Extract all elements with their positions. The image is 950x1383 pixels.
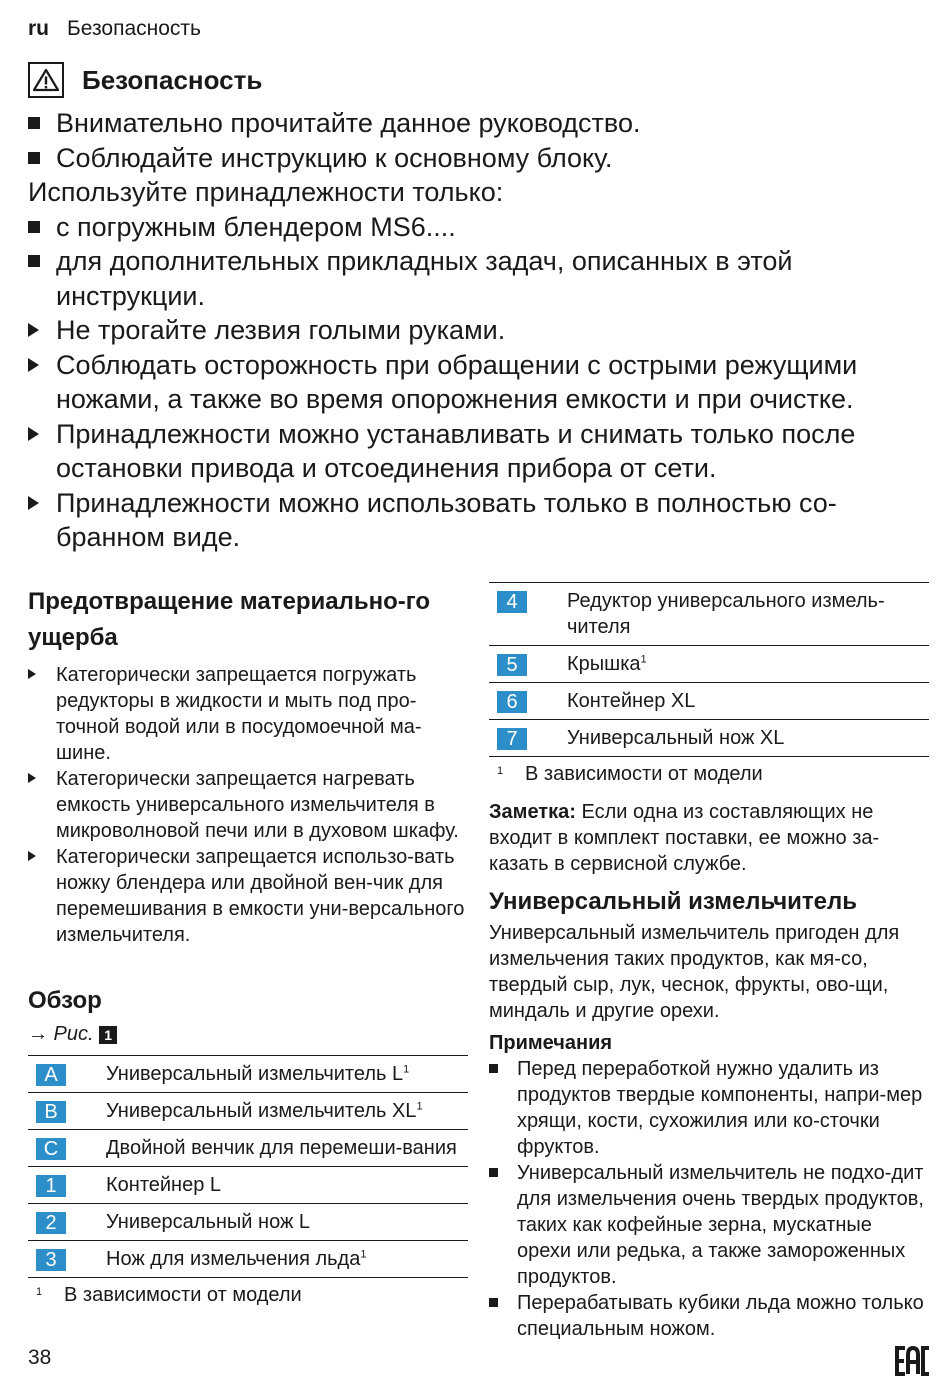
footnote: 1 В зависимости от модели	[36, 1284, 302, 1306]
damage-title: Предотвращение материально-го ущерба	[28, 588, 431, 651]
table-row: 1 Контейнер L	[28, 1167, 468, 1204]
list-item: Универсальный измельчитель не подхо-дит для измельчения очень твердых продуктов, таких как кофейные зерна, мускатные орехи или редька, а также замороженных продуктов.	[489, 1160, 929, 1290]
part-badge: 7	[497, 728, 527, 750]
safety-title: Безопасность	[82, 64, 263, 95]
list-item: Категорически запрещается погружать редукторы в жидкости и мыть под про-точной водой или в посудомоечной ма-шине.	[28, 662, 468, 766]
list-item: Принадлежности можно использовать только в полностью со-бранном виде.	[28, 486, 928, 555]
warning-icon	[28, 62, 64, 98]
table-row: 6 Контейнер XL	[489, 683, 929, 720]
triangle-bullet-icon	[28, 851, 36, 861]
overview-section	[28, 983, 468, 1308]
notes-title: Примечания	[489, 1032, 613, 1054]
triangle-bullet-icon	[28, 669, 36, 679]
footnote: 1 В зависимости от модели	[497, 763, 763, 785]
part-badge: B	[36, 1101, 66, 1123]
square-bullet-icon	[28, 117, 40, 129]
note-label: Заметка:	[489, 801, 576, 823]
list-item: Не трогайте лезвия голыми руками.	[28, 313, 928, 348]
note-paragraph: Заметка: Если одна из составляющих не входит в комплект поставки, ее можно за-казать в сервисной службе.	[489, 801, 880, 875]
table-row: C Двойной венчик для перемеши-вания	[28, 1130, 468, 1167]
table-row: B Универсальный измельчитель $XL^1$	[28, 1093, 468, 1130]
list-item: Соблюдать осторожность при обращении с острыми режущими ножами, а также во время опорожнения емкости и при очистке.	[28, 348, 928, 417]
damage-section	[28, 584, 468, 948]
part-badge: 6	[497, 691, 527, 713]
triangle-bullet-icon	[28, 358, 39, 372]
triangle-bullet-icon	[28, 323, 39, 337]
table-row: A Универсальный измельчитель $L^1$	[28, 1056, 468, 1093]
language-code: ru	[28, 17, 49, 40]
square-bullet-icon	[489, 1298, 498, 1307]
triangle-bullet-icon	[28, 496, 39, 510]
part-badge: 5	[497, 654, 527, 676]
list-item: с погружным блендером MS6....	[28, 210, 928, 245]
part-badge: 3	[36, 1249, 66, 1271]
table-row: 3 Нож для измельчения льда$^1$	[28, 1241, 468, 1278]
overview-continued	[489, 582, 929, 877]
figure-reference: → Рис. 1	[28, 1021, 468, 1047]
square-bullet-icon	[489, 1064, 498, 1073]
overview-title: Обзор	[28, 987, 102, 1014]
list-item: Соблюдайте инструкцию к основному блоку.	[28, 141, 928, 176]
table-row: 2 Универсальный нож L	[28, 1204, 468, 1241]
triangle-bullet-icon	[28, 773, 36, 783]
page-number: 38	[28, 1346, 52, 1369]
overview-table	[28, 1055, 468, 1278]
list-item: Категорически запрещается использо-вать ножку блендера или двойной вен-чик для перемешивания в емкости уни-версального измельчителя.	[28, 844, 468, 948]
list-item: Внимательно прочитайте данное руководство.	[28, 106, 928, 141]
figure-number: 1	[99, 1026, 117, 1044]
square-bullet-icon	[28, 255, 40, 267]
chopper-section	[489, 884, 929, 1342]
chopper-intro: Универсальный измельчитель пригоден для измельчения таких продуктов, как мя-со, твердый сыр, лук, чеснок, фрукты, ово-щи, миндаль и другие орехи.	[489, 922, 900, 1022]
square-bullet-icon	[28, 221, 40, 233]
list-intro: Используйте принадлежности только:	[28, 177, 504, 207]
table-row: 5 Крышка$^1$	[489, 646, 929, 683]
square-bullet-icon	[28, 152, 40, 164]
table-row: 4 Редуктор универсального измель-чителя	[489, 583, 929, 646]
eac-mark-icon	[895, 1345, 931, 1377]
table-row: 7 Универсальный нож XL	[489, 720, 929, 757]
part-badge: 2	[36, 1212, 66, 1234]
part-badge: 4	[497, 591, 527, 613]
list-item: для дополнительных прикладных задач, описанных в этой инструкции.	[28, 244, 928, 313]
list-item: Принадлежности можно устанавливать и снимать только после остановки привода и отсоединения прибора от сети.	[28, 417, 928, 486]
list-item: Перед переработкой нужно удалить из продуктов твердые компоненты, напри-мер хрящи, кости, сухожилия или ко-сточки фруктов.	[489, 1056, 929, 1160]
list-item: Категорически запрещается нагревать емкость универсального измельчителя в микроволновой печи или в духовом шкафу.	[28, 766, 468, 844]
running-header	[28, 17, 201, 41]
list-item: Перерабатывать кубики льда можно только специальным ножом.	[489, 1290, 929, 1342]
section-name: Безопасность	[67, 17, 201, 40]
part-badge: C	[36, 1138, 66, 1160]
part-badge: 1	[36, 1175, 66, 1197]
part-badge: A	[36, 1064, 66, 1086]
triangle-bullet-icon	[28, 427, 39, 441]
overview-table-continued	[489, 582, 929, 757]
safety-heading	[28, 60, 262, 100]
square-bullet-icon	[489, 1168, 498, 1177]
safety-list	[28, 106, 928, 555]
chopper-title: Универсальный измельчитель	[489, 888, 857, 915]
